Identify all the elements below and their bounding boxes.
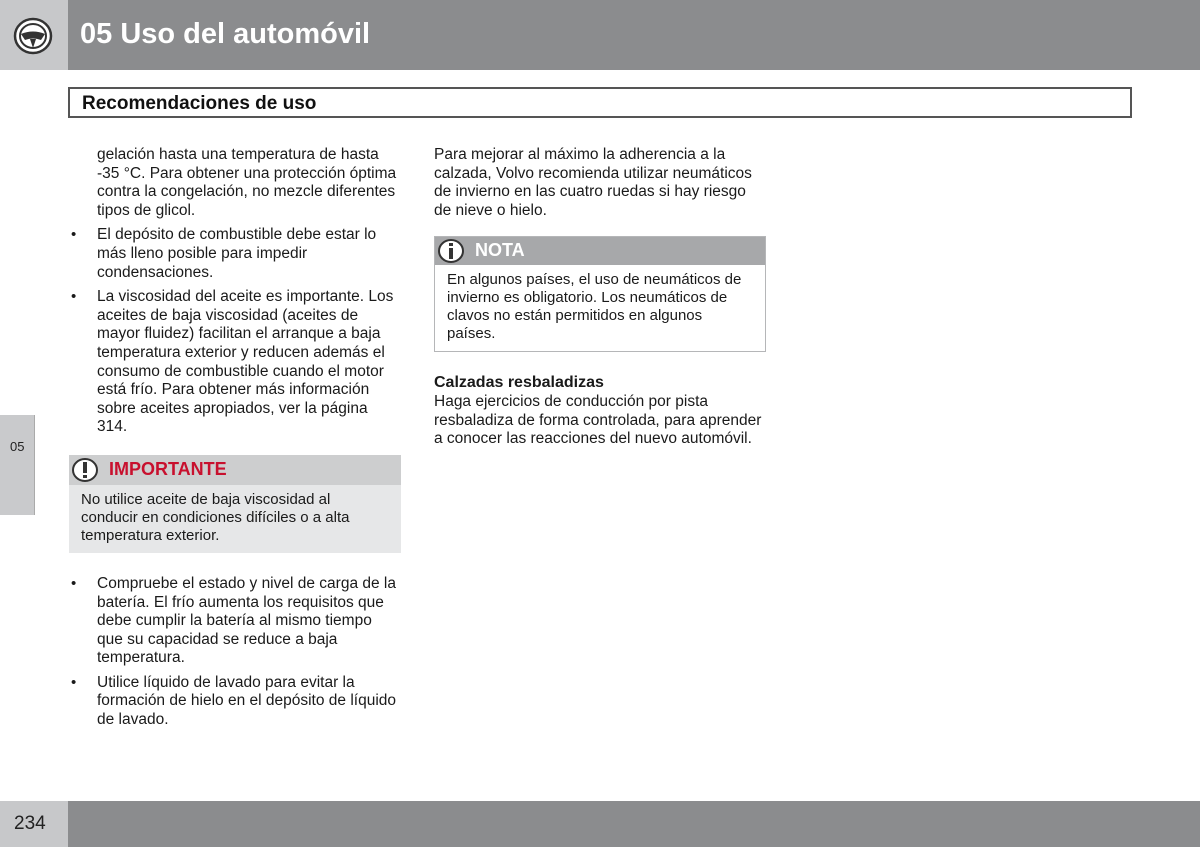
list-item-text: Utilice líquido de lavado para evitar la formación de hielo en el depósito de líquido de lavado. — [97, 673, 397, 729]
chapter-icon-box — [0, 0, 68, 70]
important-text: No utilice aceite de baja viscosidad al conducir en condiciones difíciles o a alta temperatura exterior. — [81, 490, 350, 544]
page-number-box — [0, 801, 68, 847]
note-box — [434, 236, 766, 352]
left-intro-paragraph: gelación hasta una temperatura de hasta -35 °C. Para obtener una protección óptima contra la congelación, no mezcle diferentes tipos de glicol. — [97, 146, 397, 219]
page-number: 234 — [14, 813, 46, 834]
left-column — [69, 146, 401, 736]
right-column — [434, 146, 766, 455]
important-header — [69, 455, 401, 485]
list-item-text: Compruebe el estado y nivel de carga de la batería. El frío aumenta los requisitos que debe cumplir la batería al mismo tiempo que su capacidad se reduce a baja temperatura. — [97, 574, 396, 667]
subheading-text: Haga ejercicios de conducción por pista resbaladiza de forma controlada, para aprender a conocer las reacciones del nuevo automóvil. — [434, 392, 762, 448]
list-item-text: La viscosidad del aceite es importante. Los aceites de baja viscosidad (aceites de mayor fluidez) facilitan el arranque a baja temperatura exterior y reducen además el consumo de combustible cuando el motor está frío. Para obtener más información sobre aceites apropiados, ver la página 314. — [97, 288, 394, 436]
side-tab-label: 05 — [10, 439, 25, 454]
note-header — [435, 237, 765, 265]
important-title: IMPORTANTE — [109, 458, 227, 479]
bullet-symbol: • — [71, 574, 77, 592]
chapter-side-tab — [0, 415, 35, 515]
footer-bar — [68, 801, 1200, 847]
list-item-text: El depósito de combustible debe estar lo más lleno posible para impedir condensaciones. — [97, 226, 377, 281]
right-intro-paragraph: Para mejorar al máximo la adherencia a la calzada, Volvo recomienda utilizar neumáticos de invierno en las cuatro ruedas si hay riesgo de nieve o hielo. — [434, 146, 752, 219]
bullet-symbol: • — [71, 673, 77, 691]
subheading: Calzadas resbaladizas — [434, 374, 604, 392]
info-icon — [438, 239, 464, 263]
bullet-symbol: • — [71, 226, 77, 244]
steering-wheel-icon — [13, 17, 53, 55]
list-item — [69, 226, 401, 282]
note-title: NOTA — [475, 240, 525, 261]
important-box — [69, 455, 401, 553]
list-item — [69, 674, 401, 730]
exclamation-icon — [72, 458, 98, 482]
section-header — [68, 87, 1132, 118]
list-item — [69, 575, 401, 668]
section-title: Recomendaciones de uso — [82, 93, 317, 114]
note-text: En algunos países, el uso de neumáticos de invierno es obligatorio. Los neumáticos de clavos no están permitidos en algunos países. — [447, 271, 742, 343]
list-item — [69, 288, 401, 437]
bullet-symbol: • — [71, 288, 77, 306]
chapter-title: 05 Uso del automóvil — [80, 18, 371, 50]
